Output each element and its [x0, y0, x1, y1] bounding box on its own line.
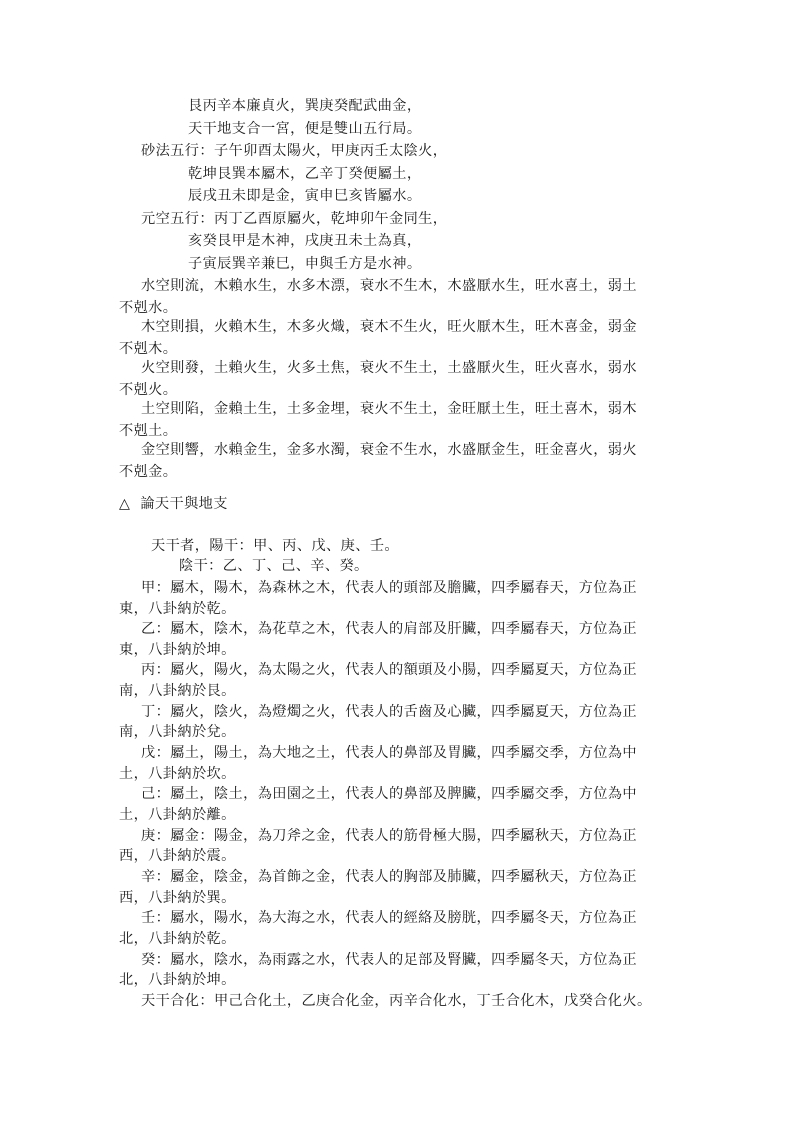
section-heading — [119, 494, 228, 514]
paragraph-line: 戊：屬土，陽土，為大地之土，代表人的鼻部及胃臟，四季屬交季，方位為中 — [141, 745, 637, 761]
paragraph-line: 北，八卦納於坤。 — [119, 972, 236, 988]
paragraph-line: 己：屬土，陰土，為田園之土，代表人的鼻部及脾臟，四季屬交季，方位為中 — [141, 786, 637, 802]
verse-line: 艮丙辛本廉貞火，巽庚癸配武曲金， — [188, 98, 422, 114]
paragraph-line: 丙：屬火，陽火，為太陽之火，代表人的額頭及小腸，四季屬夏天，方位為正 — [141, 662, 637, 678]
paragraph-line: 土，八卦納於離。 — [119, 807, 236, 823]
verse-line: 亥癸艮甲是木神，戌庚丑未土為真， — [188, 233, 422, 249]
paragraph-line: 東，八卦納於坤。 — [119, 642, 236, 658]
paragraph-line: 南，八卦納於兌。 — [119, 724, 236, 740]
paragraph-line: 土，八卦納於坎。 — [119, 766, 236, 782]
paragraph-line: 北，八卦納於乾。 — [119, 931, 236, 947]
verse-line: 辰戌丑未即是金，寅申巳亥皆屬水。 — [188, 188, 422, 204]
verse-line: 子寅辰巽辛兼巳，申與壬方是水神。 — [188, 256, 422, 272]
paragraph-line: 金空則響，水賴金生，金多水濁，衰金不生水，水盛厭金生，旺金喜火，弱火 — [141, 442, 637, 458]
paragraph-line: 不剋土。 — [119, 423, 178, 439]
paragraph-line: 土空則陷，金賴土生，土多金埋，衰火不生土，金旺厭土生，旺土喜木，弱木 — [141, 401, 637, 417]
verse-line: 乾坤艮巽本屬木，乙辛丁癸便屬土， — [188, 166, 422, 182]
paragraph-line: 壬：屬水，陽水，為大海之水，代表人的經絡及膀胱，四季屬冬天，方位為正 — [141, 910, 637, 926]
paragraph-line: 不剋水。 — [119, 300, 178, 316]
paragraph-line: 甲：屬木，陽木，為森林之木，代表人的頭部及膽臟，四季屬春天，方位為正 — [141, 580, 637, 596]
paragraph-line: 西，八卦納於巽。 — [119, 890, 236, 906]
triangle-icon: △ — [119, 496, 131, 512]
verse-line: 元空五行：丙丁乙酉原屬火，乾坤卯午金同生， — [141, 211, 448, 227]
paragraph-line: 天干者，陽干：甲、丙、戊、庚、壬。 — [151, 538, 399, 554]
paragraph-line: 水空則流，木賴水生，水多木漂，衰水不生木，木盛厭水生，旺水喜土，弱土 — [141, 278, 637, 294]
verse-line: 砂法五行：子午卯酉太陽火，甲庚丙壬太陰火， — [141, 143, 448, 159]
paragraph-line: 不剋火。 — [119, 382, 178, 398]
paragraph-line: 火空則發，土賴火生，火多土焦，衰火不生土，土盛厭火生，旺火喜水，弱水 — [141, 360, 637, 376]
paragraph-line: 丁：屬火，陰火，為燈燭之火，代表人的舌齒及心臟，四季屬夏天，方位為正 — [141, 704, 637, 720]
paragraph-line: 木空則損，火賴木生，木多火熾，衰木不生火，旺火厭木生，旺木喜金，弱金 — [141, 319, 637, 335]
paragraph-line: 癸：屬水，陰水，為雨露之水，代表人的足部及腎臟，四季屬冬天，方位為正 — [141, 952, 637, 968]
paragraph-line: 乙：屬木，陰木，為花草之木，代表人的肩部及肝臟，四季屬春天，方位為正 — [141, 621, 637, 637]
verse-line: 天干地支合一宮，便是雙山五行局。 — [188, 121, 422, 137]
paragraph-line: 東，八卦納於乾。 — [119, 601, 236, 617]
paragraph-line: 不剋木。 — [119, 341, 178, 357]
section-title: 論天干與地支 — [140, 496, 228, 512]
paragraph-line: 辛：屬金，陰金，為首飾之金，代表人的胸部及肺臟，四季屬秋天，方位為正 — [141, 869, 637, 885]
paragraph-line: 天干合化：甲己合化土，乙庚合化金，丙辛合化水，丁壬合化木，戊癸合化火。 — [141, 993, 652, 1009]
paragraph-line: 庚：屬金：陽金，為刀斧之金，代表人的筋骨極大腸，四季屬秋天，方位為正 — [141, 828, 637, 844]
paragraph-line: 不剋金。 — [119, 464, 178, 480]
paragraph-line: 陰干：乙、丁、己、辛、癸。 — [179, 558, 369, 574]
paragraph-line: 西，八卦納於震。 — [119, 848, 236, 864]
paragraph-line: 南，八卦納於艮。 — [119, 683, 236, 699]
